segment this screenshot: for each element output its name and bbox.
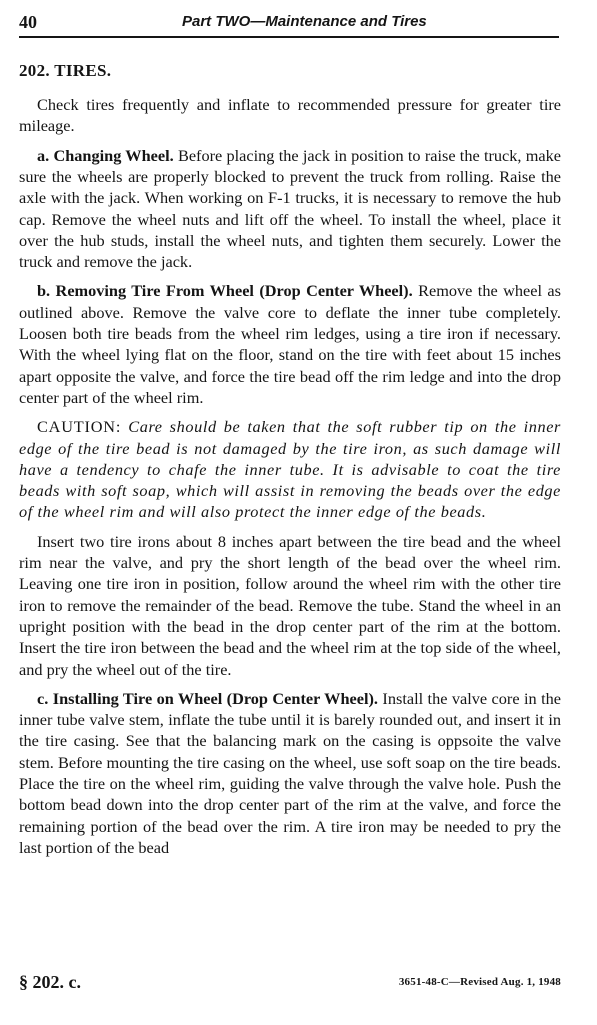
paragraph-text: Remove the wheel as outlined above. Remove the valve core to deflate the inner tube completely. Loosen both tire beads from the wheel rim ledges, using a tire iron if necessary. With the wheel lying flat on the floor, stand on the tire with feet about 15 inches apart opposite the valve, and force the tire bead off the rim ledge and into the drop center part of the wheel rim. bbox=[19, 281, 561, 407]
page-content bbox=[19, 60, 561, 866]
section-heading: 202. TIRES. bbox=[19, 61, 112, 80]
paragraph-text: Before placing the jack in position to raise the truck, make sure the wheels are properly blocked to prevent the truck from rolling. Raise the axle with the jack. When working on F-1 trucks, it is necessary to remove the hub cap. Remove the wheel nuts and lift off the wheel. To install the wheel, place it over the hub studs, install the wheel nuts, and tighten them securely. Lower the truck and remove the jack. bbox=[19, 145, 562, 272]
paragraph-changing-wheel bbox=[19, 145, 561, 273]
intro-paragraph bbox=[19, 94, 561, 137]
running-title: Part TWO—Maintenance and Tires bbox=[182, 13, 427, 30]
footer-section-ref: § 202. c. bbox=[19, 972, 81, 992]
page-footer bbox=[19, 968, 561, 998]
paragraph-text: Install the valve core in the inner tube valve stem, inflate the tube until it is barely rounded out, and insert it in the tire casing. See that the balancing mark on the casing is oppsoite the valve stem. Before mounting the tire casing on the wheel, use soft soap on the tire beads. Place the tire on the wheel rim, guiding the valve through the valve hole. Push the bottom bead down into the drop center part of the rim at the valve, and force the remaining portion of the bead over the rim. A tire iron may be needed to pry the last portion of the bead bbox=[19, 688, 561, 857]
runin-heading-changing-wheel: a. Changing Wheel. bbox=[37, 145, 174, 165]
page-header bbox=[19, 10, 559, 38]
paragraph-text: Insert two tire irons about 8 inches apart between the tire bead and the wheel rim near the valve, and pry the short length of the bead over the wheel rim. Leaving one tire iron in position, follow around the wheel rim with the other tire iron to remove the remainder of the bead. Remove the tube. Stand the wheel in an upright position with the bead in the drop center part of the rim at the bottom. Insert the tire iron between the bead and the wheel rim at the top side of the wheel, and pry the wheel out of the tire. bbox=[19, 531, 561, 679]
caution-text: Care should be taken that the soft rubber tip on the inner edge of the tire bead is not damaged by the tire iron, as such damage will have a tendency to chafe the inner tube. It is advisable to coat the tire beads with soft soap, which will assist in removing the beads over the edge of the wheel rim and will also protect the inner edge of the beads. bbox=[19, 417, 561, 522]
paragraph-removing-tire bbox=[19, 280, 561, 408]
runin-heading-installing-tire: c. Installing Tire on Wheel (Drop Center Wheel). bbox=[37, 688, 378, 708]
caution-label: CAUTION: bbox=[37, 417, 122, 437]
runin-heading-removing-tire: b. Removing Tire From Wheel (Drop Center Wheel). bbox=[37, 281, 413, 301]
caution-paragraph bbox=[19, 416, 561, 522]
page-number: 40 bbox=[19, 12, 37, 32]
paragraph-insert-tire-irons bbox=[19, 531, 561, 680]
intro-text: Check tires frequently and inflate to recommended pressure for greater tire mileage. bbox=[19, 95, 561, 136]
paragraph-installing-tire bbox=[19, 688, 561, 858]
footer-document-code: 3651-48-C—Revised Aug. 1, 1948 bbox=[398, 976, 561, 988]
